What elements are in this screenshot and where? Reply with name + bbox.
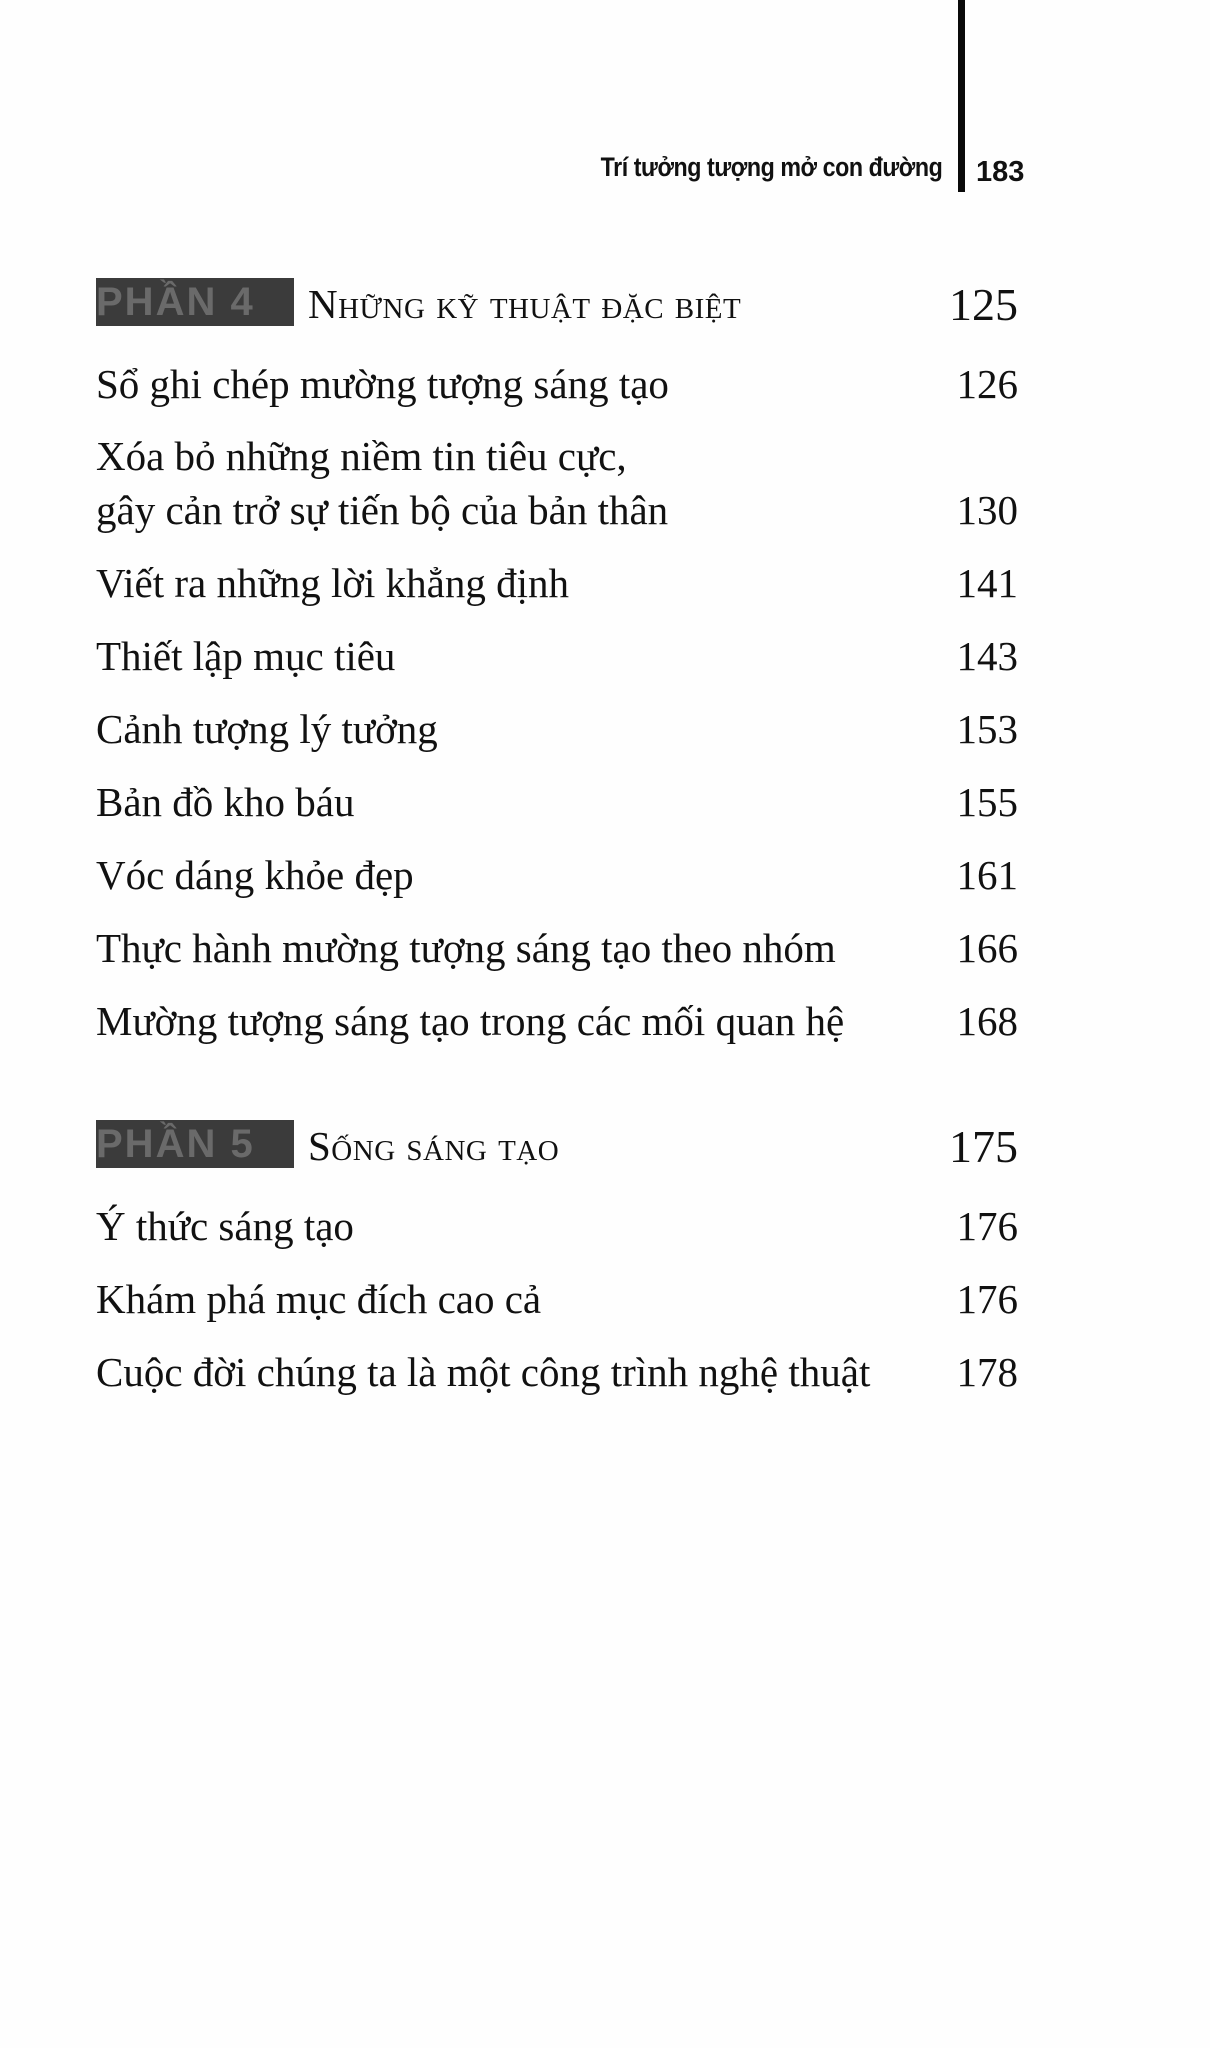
- part-page-number: 125: [949, 279, 1018, 330]
- toc-entry-page: 141: [956, 560, 1018, 606]
- toc-entry-title: Viết ra những lời khẳng định: [96, 560, 570, 606]
- part-heading: [96, 1110, 1018, 1184]
- toc-entry-title: Cảnh tượng lý tưởng: [96, 706, 438, 752]
- toc-entry: [96, 979, 1018, 1052]
- toc-part-5: [96, 1110, 1018, 1403]
- part-label-block: PHẦN 4: [96, 278, 294, 326]
- toc-entry-title: Thực hành mường tượng sáng tạo theo nhóm: [96, 925, 836, 971]
- toc-entry-page: 176: [956, 1203, 1018, 1249]
- toc-entry: [96, 541, 1018, 614]
- toc-entry-page: 130: [956, 487, 1018, 533]
- toc-entry-title: Xóa bỏ những niềm tin tiêu cực, gây cản trở sự tiến bộ của bản thân: [96, 433, 669, 533]
- toc-entry-title: Thiết lập mục tiêu: [96, 633, 396, 679]
- toc-entry-page: 168: [956, 998, 1018, 1044]
- toc-entry-title: Sổ ghi chép mường tượng sáng tạo: [96, 361, 669, 407]
- toc-entry-title: Cuộc đời chúng ta là một công trình nghệ thuật: [96, 1349, 871, 1395]
- toc-entry: [96, 1184, 1018, 1257]
- toc-entry: [96, 906, 1018, 979]
- toc-entry: [96, 1257, 1018, 1330]
- toc-entry-title: Vóc dáng khỏe đẹp: [96, 852, 414, 898]
- toc-entry-page: 153: [956, 706, 1018, 752]
- toc-entry-title: Khám phá mục đích cao cả: [96, 1276, 542, 1322]
- toc-entry-page: 143: [956, 633, 1018, 679]
- part-title: Những kỹ thuật đặc biệt: [308, 281, 742, 327]
- page-number: 183: [976, 156, 1025, 188]
- toc-entry: [96, 342, 1018, 415]
- toc-entry-title: Ý thức sáng tạo: [96, 1203, 354, 1249]
- running-header-title: Trí tưởng tượng mở con đường: [600, 152, 942, 182]
- toc-entry: [96, 1330, 1018, 1403]
- toc-entry-page: 155: [956, 779, 1018, 825]
- toc-entry-page: 166: [956, 925, 1018, 971]
- toc-entry: [96, 415, 1018, 541]
- toc-part-4: [96, 268, 1018, 1052]
- toc-entry: [96, 833, 1018, 906]
- toc-entry: [96, 760, 1018, 833]
- toc-entry: [96, 614, 1018, 687]
- toc-entry-title: Bản đồ kho báu: [96, 779, 355, 825]
- part-heading: [96, 268, 1018, 342]
- toc-entry-title: Mường tượng sáng tạo trong các mối quan hệ: [96, 998, 845, 1044]
- part-title: Sống sáng tạo: [308, 1123, 560, 1169]
- toc-entry-page: 161: [956, 852, 1018, 898]
- part-page-number: 175: [949, 1121, 1018, 1172]
- toc-entry-page: 176: [956, 1276, 1018, 1322]
- toc-entry: [96, 687, 1018, 760]
- header-vertical-rule: [958, 0, 965, 192]
- part-label-block: PHẦN 5: [96, 1120, 294, 1168]
- toc-entry-page: 126: [956, 361, 1018, 407]
- toc-entry-page: 178: [956, 1349, 1018, 1395]
